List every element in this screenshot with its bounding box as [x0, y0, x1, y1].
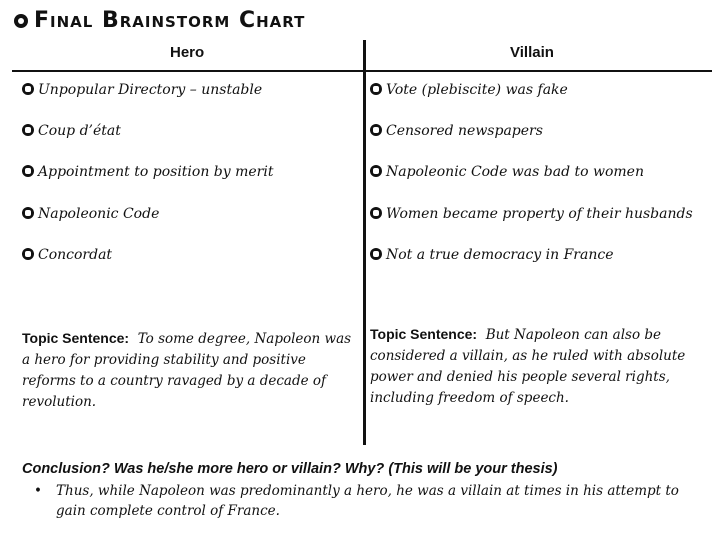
- hero-item: [22, 82, 262, 98]
- villain-item: [370, 123, 543, 139]
- bullet-icon: [22, 83, 34, 95]
- villain-topic-text: But Napoleon can also be considered a villain, as he ruled with absolute power and denied his people several rights, including freedom of speech.: [370, 327, 686, 406]
- villain-item: [370, 206, 693, 222]
- hero-item-text: Appointment to position by merit: [38, 164, 274, 180]
- conclusion-bullet: •: [34, 483, 42, 499]
- hero-item-text: Coup d’état: [38, 123, 121, 139]
- bullet-icon: [22, 207, 34, 219]
- title-bullet-icon: [14, 14, 28, 28]
- bullet-icon: [22, 124, 34, 136]
- hero-item: [22, 247, 112, 263]
- hero-column-header: Hero: [170, 44, 205, 61]
- hero-item-text: Concordat: [38, 247, 113, 263]
- bullet-icon: [370, 83, 382, 95]
- hero-topic-sentence: [22, 328, 354, 413]
- hero-item-text: Unpopular Directory – unstable: [38, 82, 263, 98]
- bullet-icon: [22, 165, 34, 177]
- hero-item: [22, 206, 159, 222]
- villain-item: [370, 247, 614, 263]
- hero-item: [22, 164, 273, 180]
- bullet-icon: [370, 248, 382, 260]
- villain-item-text: Napoleonic Code was bad to women: [386, 164, 644, 180]
- villain-item-text: Women became property of their husbands: [386, 206, 693, 222]
- villain-column-header: Villain: [510, 44, 554, 61]
- bullet-icon: [370, 124, 382, 136]
- villain-item: [370, 164, 644, 180]
- bullet-icon: [22, 248, 34, 260]
- bullet-icon: [370, 207, 382, 219]
- villain-topic-sentence: [370, 324, 710, 409]
- conclusion-question: Conclusion? Was he/she more hero or villain? Why? (This will be your thesis): [22, 461, 558, 477]
- hero-item: [22, 123, 121, 139]
- villain-item-text: Not a true democracy in France: [386, 247, 614, 263]
- bullet-icon: [370, 165, 382, 177]
- conclusion-answer: [36, 481, 706, 521]
- header-divider: [12, 70, 712, 72]
- villain-item: [370, 82, 568, 98]
- villain-item-text: Vote (plebiscite) was fake: [386, 82, 568, 98]
- hero-item-text: Napoleonic Code: [38, 206, 160, 222]
- villain-item-text: Censored newspapers: [386, 123, 543, 139]
- conclusion-answer-text: Thus, while Napoleon was predominantly a hero, he was a villain at times in his attempt to gain complete control of France.: [56, 483, 679, 519]
- column-divider: [363, 40, 366, 445]
- hero-topic-text: To some degree, Napoleon was a hero for providing stability and positive reforms to a country ravaged by a decade of revolution.: [22, 331, 352, 410]
- chart-title-text: Final Brainstorm Chart: [34, 8, 306, 33]
- chart-title: [14, 8, 305, 33]
- topic-label: Topic Sentence:: [22, 330, 130, 346]
- topic-label: Topic Sentence:: [370, 326, 478, 342]
